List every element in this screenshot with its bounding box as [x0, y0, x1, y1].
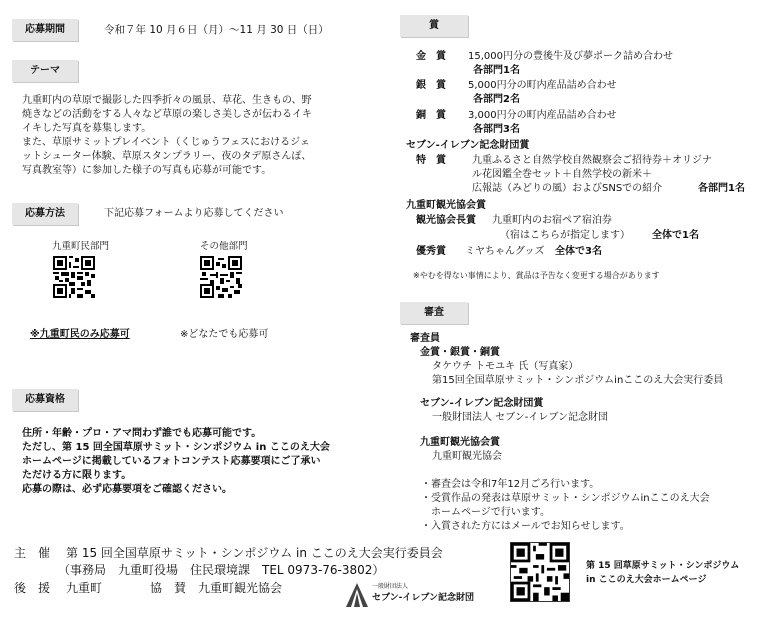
judging-note: ・審査会は令和7年12月ごろ行います。 [421, 479, 600, 490]
eligibility-line: ただし、第 15 回全国草原サミット・シンポジウム in ここのえ大会 [22, 442, 330, 453]
excellent-count: 全体で3名 [555, 246, 602, 257]
chair-label: 観光協会長賞 [416, 215, 476, 226]
logo-small-text: 一般財団法人 [372, 583, 409, 590]
seven-eleven-prize-header: セブン-イレブン記念財団賞 [406, 140, 530, 151]
method-header: 応募方法 [12, 203, 78, 225]
silver-label: 銀 賞 [416, 80, 446, 91]
qr-code-graphic [53, 256, 95, 298]
silver-count: 各部門2名 [473, 94, 520, 105]
bronze-count: 各部門3名 [473, 124, 520, 135]
other-note: ※どなたでも応募可 [180, 329, 269, 340]
other-category-label: その他部門 [200, 241, 248, 252]
eligibility-line: ただける方に限ります。 [22, 470, 132, 481]
special-line: ル花図鑑全巻セット＋自然学校の新米＋ [472, 169, 652, 180]
gold-text: 15,000円分の豊後牛及び夢ポーク詰め合わせ [468, 51, 673, 62]
host-name: 第 15 回全国草原サミット・シンポジウム in ここのえ大会実行委員会 [66, 546, 443, 560]
eligibility-header: 応募資格 [12, 389, 78, 411]
gsb-judge-2: 第15回全国草原サミット・シンポジウムinここのえ大会実行委員 [432, 375, 724, 386]
cosponsor-name: 九重町観光協会 [198, 581, 283, 595]
theme-line: イキした写真を募集します。 [22, 123, 152, 134]
excellent-label: 優秀賞 [416, 246, 446, 257]
homepage-qr-code[interactable] [511, 543, 569, 601]
homepage-label-line-2: in ここのえ大会ホームページ [586, 575, 707, 585]
excellent-text: ミヤちゃんグッズ [465, 246, 545, 257]
eligibility-line: ホームページに掲載しているフォトコンテスト応募要項にご了承い [22, 456, 321, 467]
office-info: （事務局 九重町役場 住民環境課 TEL 0973-76-3802） [58, 563, 385, 577]
other-form-qr-code[interactable] [200, 256, 242, 298]
bronze-label: 銅 賞 [416, 110, 446, 121]
prizes-header: 賞 [400, 15, 468, 37]
chair-text: 九重町内のお宿ペア宿泊券 [492, 215, 612, 226]
theme-header: テーマ [12, 60, 78, 82]
resident-form-qr-code[interactable] [53, 256, 95, 298]
seven-judge: 一般財団法人 セブン-イレブン記念財団 [432, 412, 608, 423]
theme-line: 九重町内の草原で撮影した四季折々の風景、草花、生きもの、野 [22, 95, 312, 106]
special-line: 広報誌（みどりの風）およびSNSでの紹介 [472, 183, 663, 194]
qr-code-graphic [511, 543, 569, 601]
host-label: 主 催 [14, 546, 51, 560]
foundation-logo-icon [346, 583, 368, 607]
qr-code-graphic [200, 256, 242, 298]
tourism-prize-header: 九重町観光協会賞 [406, 200, 486, 211]
judging-header: 審査 [400, 302, 468, 324]
logo-name: セブン-イレブン記念財団 [372, 593, 475, 603]
theme-line: また、草原サミットプレイベント（くじゅうフェスにおけるジェ [22, 137, 310, 148]
method-text: 下記応募フォームより応募してください [104, 208, 284, 219]
seven-judge-label: セブン-イレブン記念財団賞 [420, 398, 544, 409]
chair-sub: （宿はこちらが指定します） [500, 230, 630, 241]
period-header: 応募期間 [12, 19, 78, 41]
eligibility-line: 応募の際は、必ず応募要項をご確認ください。 [22, 484, 232, 495]
judging-note: ・入賞された方にはメールでお知らせします。 [421, 521, 630, 532]
period-text: 令和７年 10 月６日（月）～11 月 30 日（日） [104, 24, 329, 36]
silver-text: 5,000円分の町内産品詰め合わせ [468, 80, 617, 91]
chair-count: 全体で1名 [652, 230, 699, 241]
gold-label: 金 賞 [416, 51, 446, 62]
bronze-text: 3,000円分の町内産品詰め合わせ [468, 110, 617, 121]
support-name: 九重町 [66, 581, 103, 595]
judging-note: ホームページで行います。 [421, 507, 550, 518]
special-label: 特 賞 [416, 155, 446, 166]
gold-count: 各部門1名 [473, 65, 520, 76]
seven-eleven-foundation-logo [344, 580, 484, 610]
special-count: 各部門1名 [698, 183, 745, 194]
gsb-judge-1: タケウチ トモユキ 氏（写真家） [432, 361, 579, 372]
eligibility-line: 住所・年齢・プロ・アマ問わず誰でも応募可能です。 [22, 428, 262, 439]
gsb-judge-label: 金賞・銀賞・銅賞 [420, 347, 500, 358]
homepage-label-line-1: 第 15 回草原サミット・シンポジウム [586, 561, 740, 571]
theme-line: 写真教室等）に参加した様子の写真も応募が可能です。 [22, 165, 272, 176]
support-label: 後 援 [14, 581, 51, 595]
prize-change-note: ※やむを得ない事情により、賞品は予告なく変更する場合があります [413, 271, 660, 280]
tourism-judge-label: 九重町観光協会賞 [420, 437, 500, 448]
judging-note: ・受賞作品の発表は草原サミット・シンポジウムinここのえ大会 [421, 493, 710, 504]
theme-line: ットシューター体験、草原スタンプラリー、夜のタデ原さんぽ、 [22, 151, 312, 162]
tourism-judge: 九重町観光協会 [432, 451, 502, 462]
judges-label: 審査員 [410, 333, 440, 344]
resident-note: ※九重町民のみ応募可 [30, 329, 130, 340]
theme-line: 焼きなどの活動をする人々など草原の楽しさ美しさが伝わるイキ [22, 109, 312, 120]
special-line: 九重ふるさと自然学校自然観察会ご招待券＋オリジナ [472, 155, 712, 166]
cosponsor-label: 協 賛 [150, 581, 187, 595]
resident-category-label: 九重町民部門 [52, 241, 110, 252]
